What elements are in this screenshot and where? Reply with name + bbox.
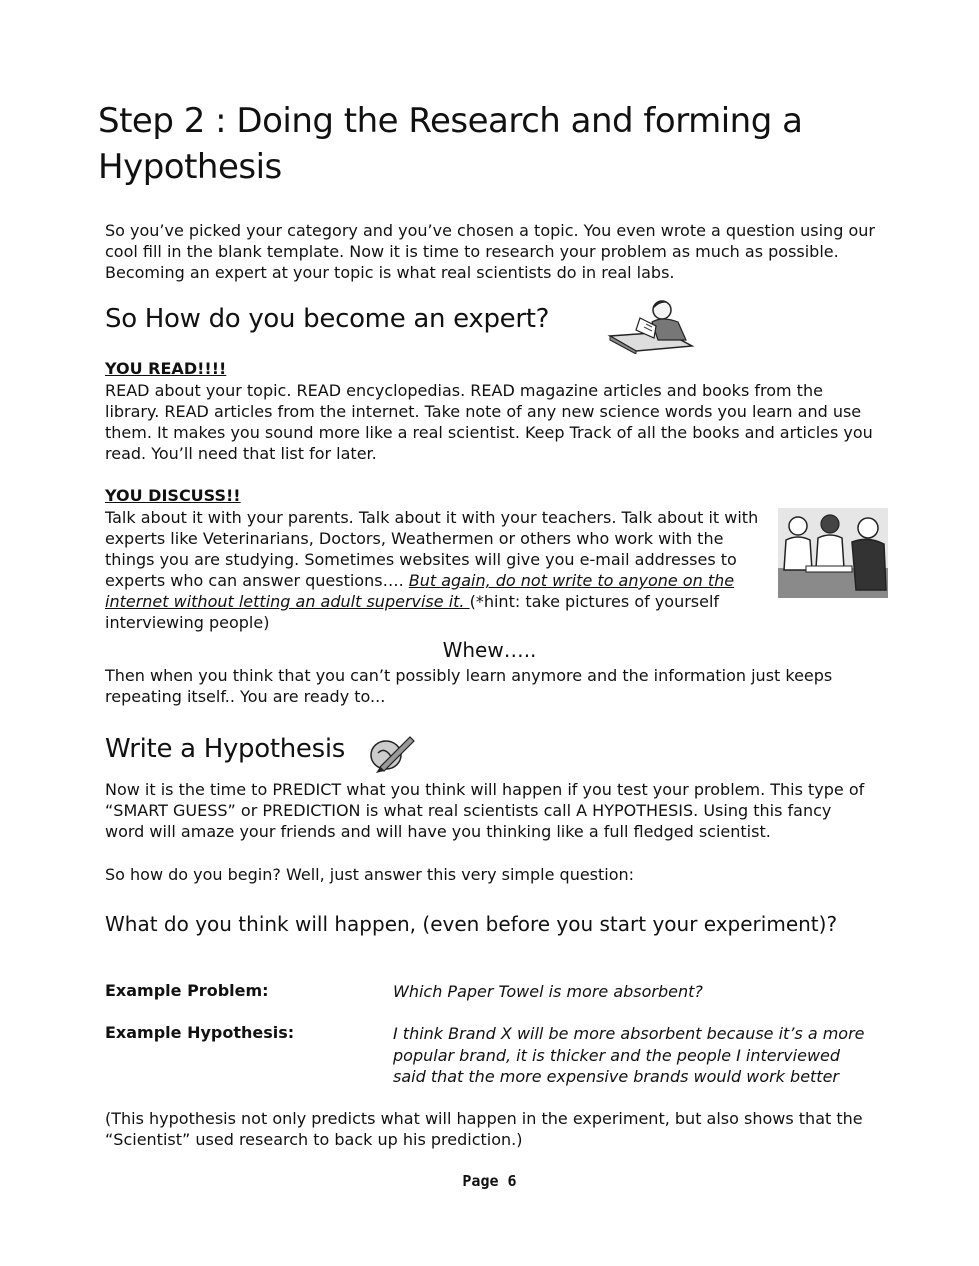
question-heading: What do you think will happen, (even before you start your experiment)? xyxy=(105,912,838,936)
begin-paragraph: So how do you begin? Well, just answer this very simple question: xyxy=(105,865,635,884)
discuss-heading: YOU DISCUSS!! xyxy=(105,486,241,505)
whew-heading: Whew….. xyxy=(442,638,537,662)
closing-paragraph: (This hypothesis not only predicts what will happen in the experiment, but also shows that the “Scientist” used research to back up his prediction.) xyxy=(105,1109,863,1149)
example-hypothesis-label: Example Hypothesis: xyxy=(105,1023,295,1042)
discuss-body: Talk about it with your parents. Talk about it with your teachers. Talk about it with experts like Veterinarians, Doctors, Weathermen or others who work with the things you are studying. Sometimes websites will give you e-mail addresses to experts who can answer questions…. xyxy=(105,508,759,590)
page-number: Page 6 xyxy=(462,1172,517,1190)
intro-paragraph: So you’ve picked your category and you’ve chosen a topic. You even wrote a question using our cool fill in the blank template. Now it is time to research your problem as much as possible. Becoming an expert at your topic is what real scientists do in real labs. xyxy=(105,221,875,282)
read-heading: YOU READ!!!! xyxy=(105,359,227,378)
pencil-icon xyxy=(366,731,418,773)
example-problem-value: Which Paper Towel is more absorbent? xyxy=(393,982,703,1001)
example-problem-label: Example Problem: xyxy=(105,981,269,1000)
supervision-warning: But again, do not write to anyone on the internet without letting an adult supervise it. xyxy=(105,571,735,611)
interview-people-icon xyxy=(778,508,888,598)
expert-heading: So How do you become an expert? xyxy=(105,304,550,334)
discuss-paragraph xyxy=(105,507,770,633)
hypothesis-paragraph: Now it is the time to PREDICT what you think will happen if you test your problem. This type of “SMART GUESS” or PREDICTION is what real scientists call A HYPOTHESIS. Using this fancy word will amaze your friends and will have you thinking like a full fledged scientist. xyxy=(105,780,865,841)
read-paragraph: READ about your topic. READ encyclopedias. READ magazine articles and books from the library. READ articles from the internet. Take note of any new science words you learn and use them. It makes you sound more like a real scientist. Keep Track of all the books and articles you read. You’ll need that list for later. xyxy=(105,381,873,463)
hypothesis-heading: Write a Hypothesis xyxy=(105,734,346,764)
example-hypothesis-value: I think Brand X will be more absorbent because it’s a more popular brand, it is thicker and the people I interviewed said that the more expensive brands would work better xyxy=(393,1024,865,1086)
reading-person-icon xyxy=(606,296,700,354)
whew-paragraph: Then when you think that you can’t possibly learn anymore and the information just keeps repeating itself.. You are ready to... xyxy=(105,666,833,706)
interview-hint: (*hint: take pictures of yourself interviewing people) xyxy=(105,592,720,632)
page-title: Step 2 : Doing the Research and forming a Hypothesis xyxy=(98,101,803,187)
